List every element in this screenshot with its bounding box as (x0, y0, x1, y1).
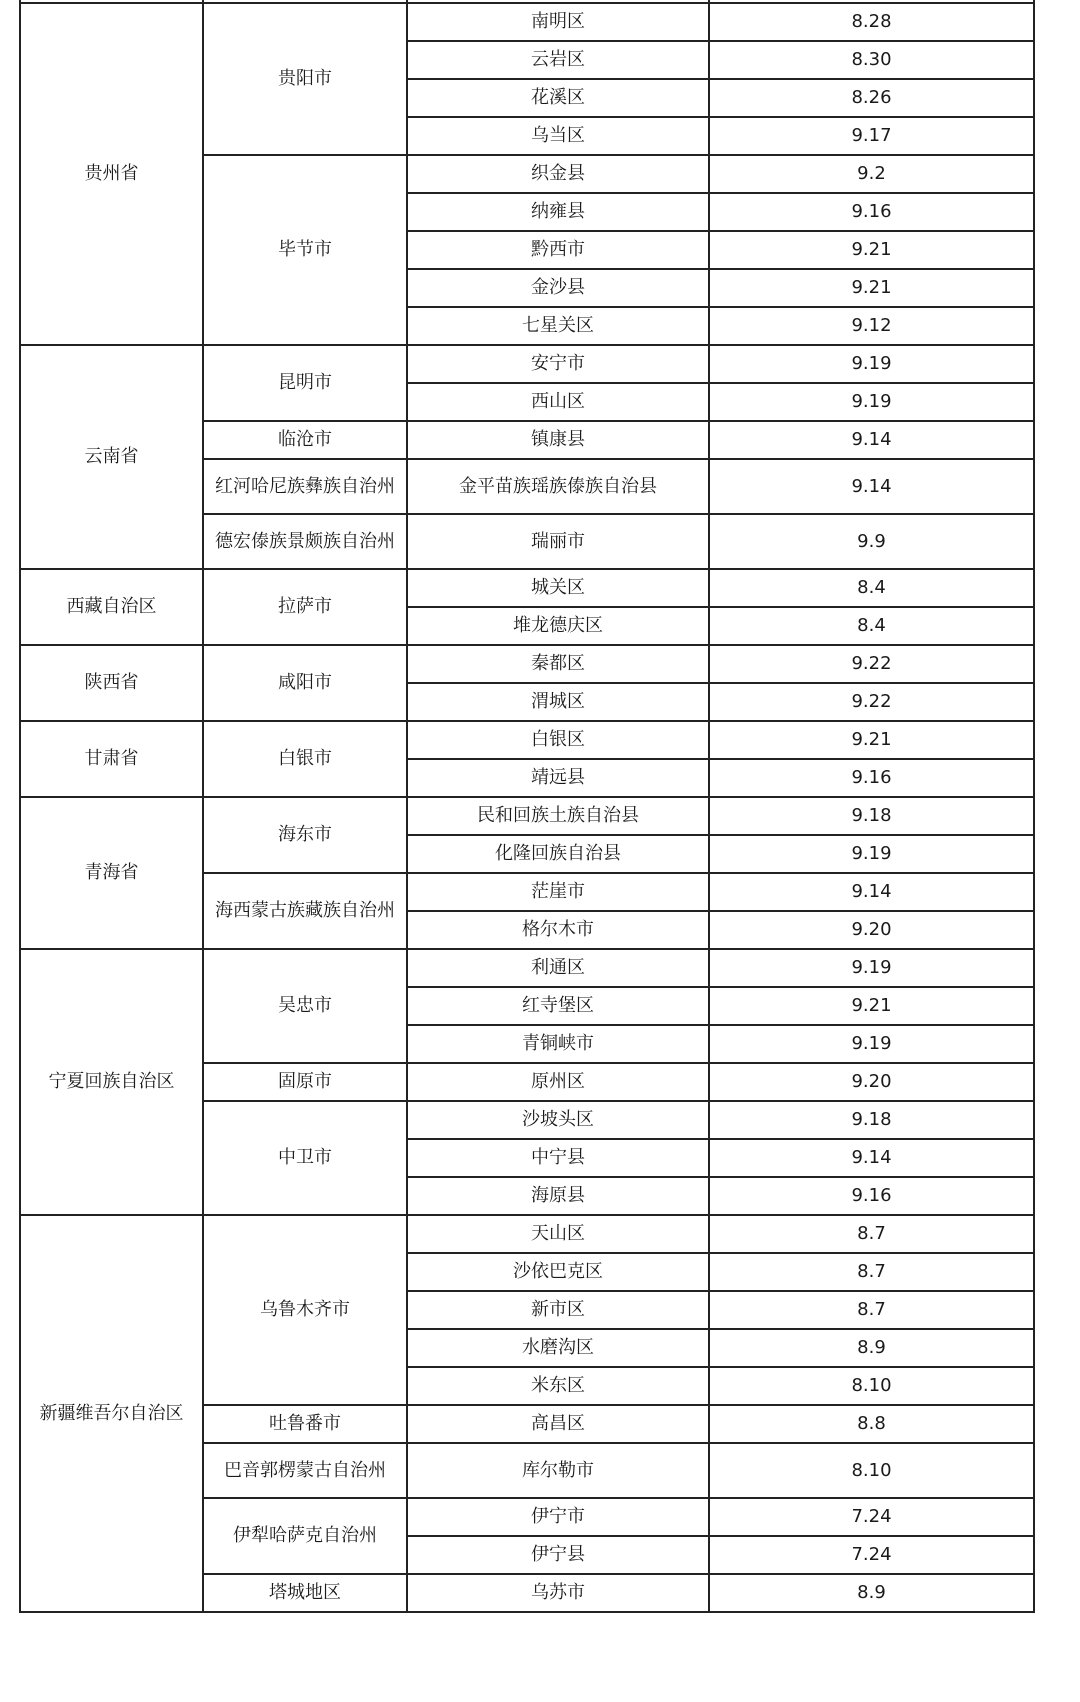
district-cell: 南明区 (407, 3, 709, 41)
date-cell: 9.22 (709, 645, 1034, 683)
district-cell: 七星关区 (407, 307, 709, 345)
district-cell: 水磨沟区 (407, 1329, 709, 1367)
province-cell: 甘肃省 (20, 721, 203, 797)
city-cell: 红河哈尼族彝族自治州 (203, 459, 407, 514)
city-cell: 巴音郭楞蒙古自治州 (203, 1443, 407, 1498)
city-cell: 伊犁哈萨克自治州 (203, 1498, 407, 1574)
table-row (20, 3, 1034, 41)
province-cell: 云南省 (20, 345, 203, 569)
city-cell: 贵阳市 (203, 3, 407, 155)
date-cell: 9.9 (709, 514, 1034, 569)
date-cell: 8.4 (709, 569, 1034, 607)
district-cell: 白银区 (407, 721, 709, 759)
district-cell: 中宁县 (407, 1139, 709, 1177)
district-cell: 城关区 (407, 569, 709, 607)
city-cell: 拉萨市 (203, 569, 407, 645)
date-cell: 9.14 (709, 1139, 1034, 1177)
city-cell: 临沧市 (203, 421, 407, 459)
district-cell: 云岩区 (407, 41, 709, 79)
city-cell: 吴忠市 (203, 949, 407, 1063)
city-cell: 昆明市 (203, 345, 407, 421)
district-cell: 织金县 (407, 155, 709, 193)
district-cell: 安宁市 (407, 345, 709, 383)
district-cell: 化隆回族自治县 (407, 835, 709, 873)
district-cell: 伊宁市 (407, 1498, 709, 1536)
province-cell: 新疆维吾尔自治区 (20, 1215, 203, 1612)
district-cell: 纳雍县 (407, 193, 709, 231)
city-cell: 白银市 (203, 721, 407, 797)
district-cell: 红寺堡区 (407, 987, 709, 1025)
date-cell: 9.19 (709, 383, 1034, 421)
district-cell: 原州区 (407, 1063, 709, 1101)
province-cell: 陕西省 (20, 645, 203, 721)
city-cell: 吐鲁番市 (203, 1405, 407, 1443)
date-cell: 8.28 (709, 3, 1034, 41)
table-row (20, 797, 1034, 835)
date-cell: 9.14 (709, 873, 1034, 911)
district-cell: 沙依巴克区 (407, 1253, 709, 1291)
district-cell: 乌苏市 (407, 1574, 709, 1612)
city-cell: 海东市 (203, 797, 407, 873)
table-body (20, 0, 1034, 1612)
district-cell: 黔西市 (407, 231, 709, 269)
date-cell: 9.20 (709, 1063, 1034, 1101)
district-cell: 乌当区 (407, 117, 709, 155)
date-cell: 8.4 (709, 607, 1034, 645)
district-cell: 海原县 (407, 1177, 709, 1215)
province-cell: 宁夏回族自治区 (20, 949, 203, 1215)
date-cell: 9.16 (709, 193, 1034, 231)
date-cell: 9.21 (709, 231, 1034, 269)
table-row (20, 645, 1034, 683)
district-cell: 新市区 (407, 1291, 709, 1329)
date-cell: 9.21 (709, 269, 1034, 307)
date-cell: 9.18 (709, 797, 1034, 835)
date-cell: 9.18 (709, 1101, 1034, 1139)
city-cell: 中卫市 (203, 1101, 407, 1215)
date-cell: 9.16 (709, 1177, 1034, 1215)
date-cell: 8.7 (709, 1215, 1034, 1253)
district-cell: 高昌区 (407, 1405, 709, 1443)
district-cell: 天山区 (407, 1215, 709, 1253)
date-cell: 9.22 (709, 683, 1034, 721)
district-cell: 瑞丽市 (407, 514, 709, 569)
date-cell: 9.19 (709, 345, 1034, 383)
district-cell: 格尔木市 (407, 911, 709, 949)
date-cell: 7.24 (709, 1498, 1034, 1536)
district-cell: 渭城区 (407, 683, 709, 721)
district-cell: 青铜峡市 (407, 1025, 709, 1063)
district-cell: 堆龙德庆区 (407, 607, 709, 645)
date-cell: 8.26 (709, 79, 1034, 117)
district-cell: 沙坡头区 (407, 1101, 709, 1139)
district-cell: 库尔勒市 (407, 1443, 709, 1498)
date-cell: 9.2 (709, 155, 1034, 193)
table-row (20, 345, 1034, 383)
province-cell: 贵州省 (20, 3, 203, 345)
date-cell: 9.14 (709, 459, 1034, 514)
province-cell: 西藏自治区 (20, 569, 203, 645)
table-row (20, 1215, 1034, 1253)
date-cell: 8.30 (709, 41, 1034, 79)
date-cell: 7.24 (709, 1536, 1034, 1574)
city-cell: 德宏傣族景颇族自治州 (203, 514, 407, 569)
date-cell: 9.21 (709, 987, 1034, 1025)
date-cell: 9.17 (709, 117, 1034, 155)
date-cell: 8.10 (709, 1367, 1034, 1405)
city-cell: 塔城地区 (203, 1574, 407, 1612)
date-cell: 9.16 (709, 759, 1034, 797)
date-cell: 8.8 (709, 1405, 1034, 1443)
district-cell: 金平苗族瑶族傣族自治县 (407, 459, 709, 514)
date-cell: 9.19 (709, 949, 1034, 987)
date-cell: 8.7 (709, 1291, 1034, 1329)
date-cell: 9.20 (709, 911, 1034, 949)
date-cell: 8.9 (709, 1574, 1034, 1612)
table-row (20, 949, 1034, 987)
district-cell: 米东区 (407, 1367, 709, 1405)
district-cell: 茫崖市 (407, 873, 709, 911)
district-cell: 镇康县 (407, 421, 709, 459)
date-cell: 8.10 (709, 1443, 1034, 1498)
district-cell: 靖远县 (407, 759, 709, 797)
city-cell: 固原市 (203, 1063, 407, 1101)
city-cell: 海西蒙古族藏族自治州 (203, 873, 407, 949)
date-cell: 9.19 (709, 1025, 1034, 1063)
date-cell: 8.9 (709, 1329, 1034, 1367)
date-cell: 9.12 (709, 307, 1034, 345)
city-cell: 毕节市 (203, 155, 407, 345)
date-cell: 9.21 (709, 721, 1034, 759)
district-cell: 利通区 (407, 949, 709, 987)
date-cell: 9.14 (709, 421, 1034, 459)
date-cell: 8.7 (709, 1253, 1034, 1291)
district-cell: 花溪区 (407, 79, 709, 117)
district-cell: 秦都区 (407, 645, 709, 683)
city-cell: 咸阳市 (203, 645, 407, 721)
district-cell: 民和回族土族自治县 (407, 797, 709, 835)
table-row (20, 721, 1034, 759)
city-cell: 乌鲁木齐市 (203, 1215, 407, 1405)
data-table-container (19, 0, 1033, 1613)
table-row (20, 569, 1034, 607)
date-cell: 9.19 (709, 835, 1034, 873)
province-cell: 青海省 (20, 797, 203, 949)
district-cell: 伊宁县 (407, 1536, 709, 1574)
district-cell: 金沙县 (407, 269, 709, 307)
district-cell: 西山区 (407, 383, 709, 421)
region-date-table (19, 0, 1035, 1613)
